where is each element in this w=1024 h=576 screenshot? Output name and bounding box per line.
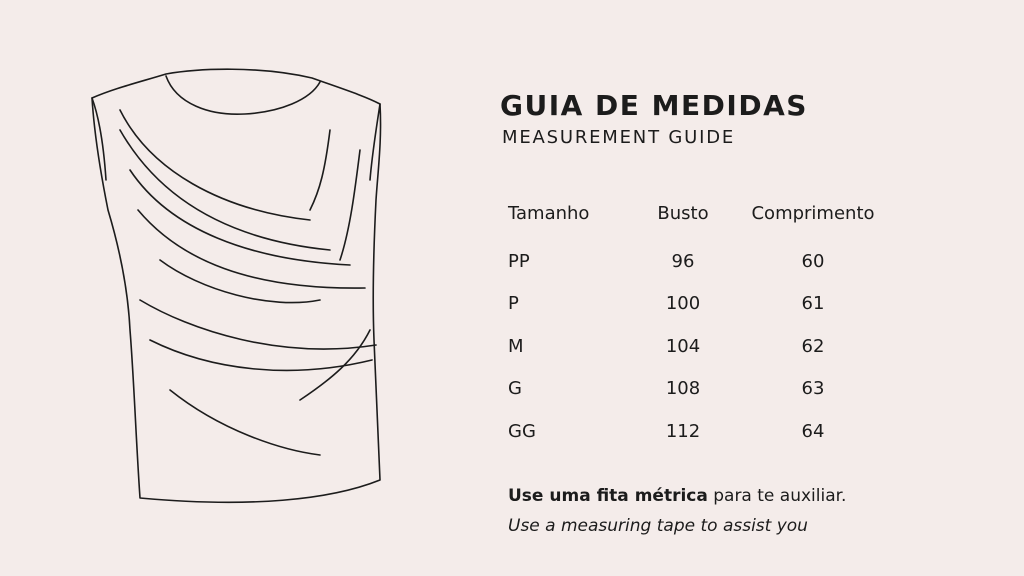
note-portuguese [508, 484, 988, 508]
table-header-row [508, 198, 888, 240]
cell-bust: 108 [665, 378, 701, 400]
header-length: Comprimento [751, 202, 875, 224]
cell-length: 64 [801, 420, 825, 442]
cell-size: PP [508, 250, 530, 272]
page-title: GUIA DE MEDIDAS [500, 89, 808, 122]
cell-bust: 96 [671, 250, 695, 272]
header-size: Tamanho [508, 202, 590, 224]
cell-size: P [508, 293, 519, 315]
cell-length: 61 [801, 293, 825, 315]
cell-size: GG [508, 420, 536, 442]
cell-length: 63 [801, 378, 825, 400]
cell-size: M [508, 335, 524, 357]
table-row [508, 368, 888, 411]
measuring-note [508, 484, 988, 538]
page-subtitle: MEASUREMENT GUIDE [502, 127, 736, 148]
note-english: Use a measuring tape to assist you [508, 516, 808, 536]
table-row [508, 283, 888, 326]
cell-bust: 104 [665, 335, 701, 357]
note-pt-bold: Use uma fita métrica [508, 486, 708, 506]
garment-illustration [80, 60, 400, 520]
cell-length: 62 [801, 335, 825, 357]
cell-size: G [508, 378, 522, 400]
draped-top-icon [80, 60, 400, 520]
table-row [508, 410, 888, 453]
cell-bust: 100 [665, 293, 701, 315]
measurement-guide-header [500, 88, 980, 150]
table-row [508, 325, 888, 368]
cell-bust: 112 [665, 420, 701, 442]
table-row [508, 240, 888, 283]
note-pt-rest: para te auxiliar. [707, 486, 847, 506]
header-bust: Busto [657, 202, 709, 224]
cell-length: 60 [801, 250, 825, 272]
size-table [508, 198, 888, 453]
